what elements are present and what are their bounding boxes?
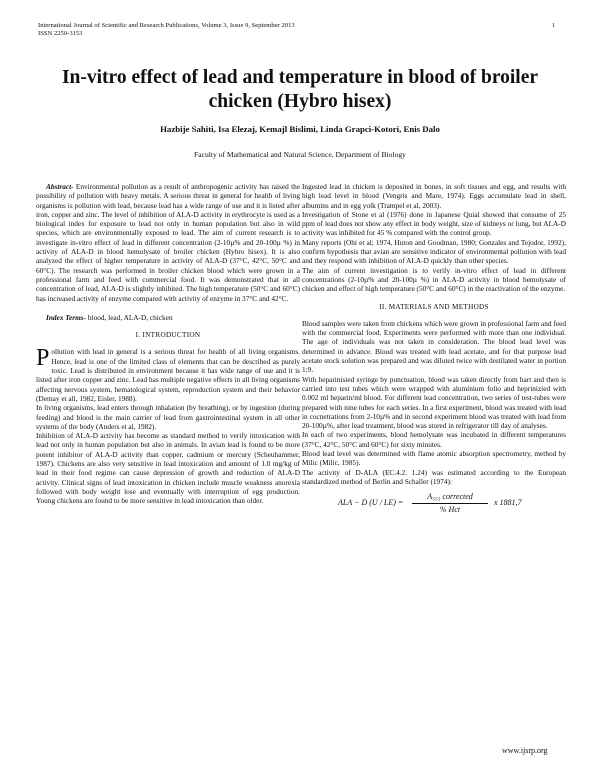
formula-numerator: A₅₅₅ corrected: [412, 492, 488, 503]
index-terms: [36, 313, 300, 322]
left-column: [36, 182, 300, 506]
methods-paragraph-4: Blood lead level was determined with flame atomic absorption spectrometry, method by Milic (Milic, 1985).: [302, 449, 566, 468]
abstract-text: Environmental pollution as a result of anthropogenic activity has raised the possibility of pollution with heavy metals. A serious threat in general for health of living organisms is pollution with lead, because lead has a wide range of use and it is listed after iron, copper and zinc. The level of inhibition of ALA-D activity in erythrocyte is used as a biological index for exposure to lead not only in human population but also in wild species, which are environmentally exposed to lead. The aim of current research is to investigate in-vitro effect of lead in different concentration (2-10µ% and 20-100µ %) in activity of ALA-D in blood hemolysate of broiler chicken (Hybro hisex). It is also analyzed the effect of higher temperature in activity of ALA-D (37°C, 42°C, 50°C and 60°C). The research was performed in broiler chicken blood which were grown in a professional farm and feed with commercial food. It was demonstrated that in all concentration of lead, ALA-D is slightly inhibited. The high temperature (50°C and 60°C) has increased activity of enzyme compared with activity of enzyme in 37°C and 42°C.: [36, 182, 300, 303]
intro-paragraph-6: Many reports (Ohi et al; 1974, Huton and Goodman, 1980; Gonzales and Tejodor, 1992), confirm hypothesis that avian are sensitive indicator of environmental pollution with lead and they respond with inhibition of ALA-D quickly than other species.: [302, 237, 566, 266]
title-line-1: In-vitro effect of lead and temperature in blood of broiler: [61, 67, 539, 88]
methods-paragraph-3: In each of two experiments, blood hemolysate was incubated in different temperatures (37°C, 42°C, 50°C and 60°C) for sixty minutes.: [302, 430, 566, 449]
formula-lhs: ALA − D (U / LE) =: [338, 498, 404, 508]
intro-paragraph-2: In living organisms, lead enters through inhalation (by breathing), or by ingestion (during feeding) and blood is the main carrier of lead from gastrointestinal system in all other systems of the body (Anders et al, 1982).: [36, 403, 300, 431]
formula-fraction: [412, 492, 488, 514]
journal-url[interactable]: www.ijsrp.org: [502, 746, 548, 755]
intro-paragraph-1: Pollution with lead in general is a serious threat for health of all living organisms. Hence, lead is one of the limited class of elements that can be described as purely toxic. Lead is distributed in environment because it has wide range of use and it is listed after iron copper and zinc. Lead has multiple negative effects in all living organisms affecting nervous system, hematological system, reproduction system and their behavior (Demay et all, 1982, Eisler, 1988).: [36, 345, 300, 403]
section-heading-methods: II. MATERIALS AND METHODS: [379, 302, 489, 311]
index-terms-label: Index Terms: [46, 312, 84, 322]
intro-paragraph-5: Investigation of Stone et al (1976) done in Japanese Quial showed that consume of 25 ppm of lead does not show any effect in body weight, size of kidneys or lung, but ALA-D activity was inhibited for 45 % compared with the control group.: [302, 209, 566, 238]
page-number: 1: [552, 22, 556, 29]
affiliation: Faculty of Mathematical and Natural Science, Department of Biology: [194, 150, 406, 159]
intro-paragraph-7: The aim of current investigation is to verify in-vitro effect of lead in different concentrations (2-10µ% and 20-100µ %) in ALA-D activity in blood hemolysate of chicken and effect of high temperature (50°C and 60°C) in the reactivation of the enzyme.: [302, 265, 566, 294]
paper-title: [20, 66, 580, 114]
drop-cap: P: [36, 345, 50, 372]
methods-paragraph-2: With heparinisied syringe by punctuation, blood was taken directly from hart and then is carried into test tubes which were wrapped with aluminium folio and heprinizied with 0.002 ml heparin/ml blood. For different lead concentration, two series of test-tubes were prepared with nine tubes for each series. In a first experiment, blood was treated with lead in cocnetrations from 2-10µ% and in second experiment blood was treated with lead from 20-100µ%, after lead treatment, blood was stored in refrigerator till day of analyses.: [302, 374, 566, 431]
formula-denominator: % Hct: [439, 504, 461, 514]
title-line-2: chicken (Hybro hisex): [208, 91, 392, 112]
abstract-label: Abstract-: [46, 182, 74, 191]
methods-paragraph-5: The activity of D-ALA (EC.4.2. 1.24) was estimated according to the European standardized method of Berlin and Schaller (1974):: [302, 467, 566, 486]
abstract: [36, 182, 300, 303]
intro-paragraph-4: Ingested lead in chicken is deposited in bones, in soft tissues and egg, and results with high lead level in blood (Vengris and Mare, 1974). Eggs accumulate lead in shell, albumins and in egg yolk (Trampel et al, 2003).: [302, 182, 566, 210]
journal-name: International Journal of Scientific and Research Publications, Volume 3, Issue 9, September 2013: [38, 22, 295, 29]
index-terms-text: - blood, lead, ALA-D, chicken: [83, 312, 173, 322]
formula-rhs: x 1881,7: [494, 498, 522, 508]
journal-header: [38, 22, 295, 39]
intro-paragraph-3: Inhibition of ALA-D activity has become as standard method to verify intoxication with lead not only in human population but also in animals. In avian lead is found to be more potent inhibitor of ALA-D activity than copper, cadmium or mercury (Scheuhammer, 1987). Chickens are also very sensitive in lead intoxication and amount of 1.0 mg/kg of lead in their food regime can cause depression of growth and reduction of ALA-D activity. Clinical signs of lead intoxication in chicken include muscle weakness anorexia followed with body weight lose and eventually with interruption of egg production. Young chickens are found to be more sensitive in lead intoxication than older.: [36, 431, 300, 506]
methods-paragraph-1: Blood samples were taken from chickens which were grown in professional farm and feed with the commercial food. Experiments were performed with more than one individual. The age of individuals was not taken in consideration. The blood lead level was determined in advance. Blood was treated with lead acetate, and for that purpose lead acetate stock solution was prepared and was diluted twice with destilated water in portion 1:9.: [302, 318, 566, 375]
right-column: [302, 182, 566, 516]
ala-d-formula: [302, 492, 566, 516]
issn: ISSN 2250-3153: [38, 30, 83, 38]
section-heading-introduction: I. INTRODUCTION: [135, 331, 201, 340]
author-list: Hazbije Sahiti, Isa Elezaj, Kemajl Bislimi, Linda Grapci-Kotori, Enis Dalo: [160, 124, 440, 134]
